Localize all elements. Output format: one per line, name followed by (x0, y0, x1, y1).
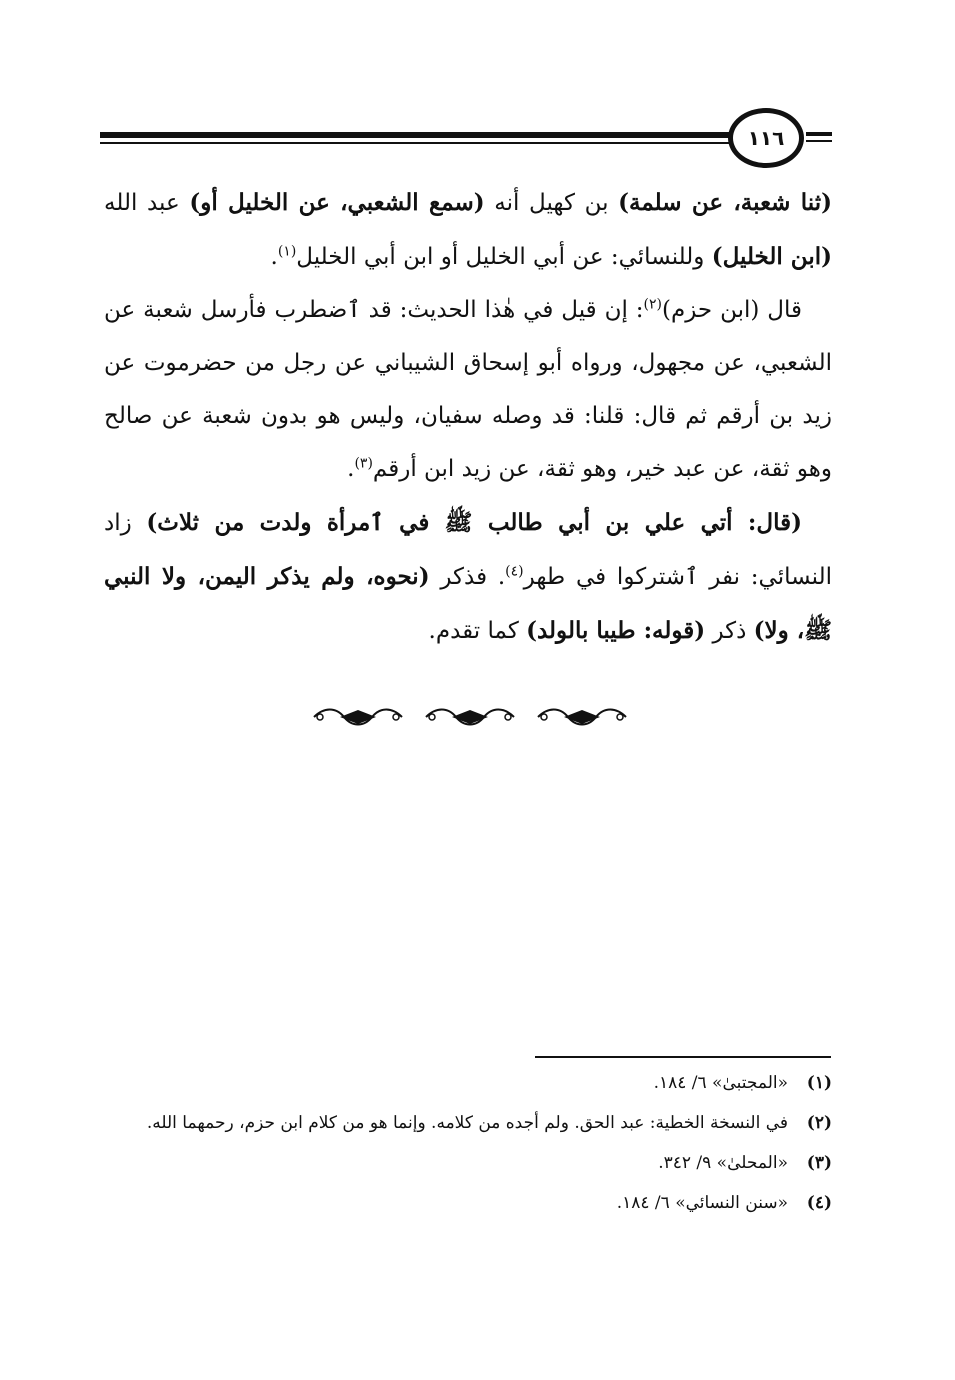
commentary-text: عبد الله (104, 190, 190, 216)
commentary-text: قال (ابن حزم) (662, 297, 803, 323)
page-number: ١١٦ (728, 108, 804, 168)
paragraph-2 (104, 284, 832, 496)
footnote-ref-4[interactable]: (٤) (505, 563, 524, 580)
footnote-number: (٤) (806, 1193, 832, 1213)
footnote-ref-3[interactable]: (٣) (354, 455, 373, 472)
footnote-text: «المحلىٰ» ٩/ ٣٤٢. (658, 1153, 788, 1173)
header-rule-thin (100, 142, 730, 144)
ornament-icon (310, 704, 406, 730)
paragraph-1 (104, 176, 832, 284)
commentary-text: وللنسائي: عن أبي الخليل أو ابن أبي الخليل (296, 244, 712, 270)
footnote-number: (٢) (806, 1113, 832, 1133)
header-rule-right-thin (806, 140, 832, 142)
commentary-text: زاد النسائي: نفر ٱشتركوا في طهر (104, 510, 832, 590)
header-rule-right (806, 132, 832, 136)
paragraph-3 (104, 496, 832, 658)
footnotes (104, 1068, 832, 1228)
ornament-icon (534, 704, 630, 730)
commentary-text: : إن قيل في هٰذا الحديث: قد ٱضطرب فأرسل شعبة عن الشعبي، عن مجهول، ورواه أبو إسحاق الشيباني عن رجل من حضرموت عن زيد بن أرقم ثم قال: قلنا: قد وصله سفيان، وليس هو بدون شعبة عن صالح وهو ثقة، عن عبد خير، وهو ثقة، عن زيد ابن أرقم (104, 297, 832, 482)
footnote-item (104, 1108, 832, 1138)
quoted-text: (ابن الخليل) (711, 243, 832, 270)
footnote-ref-1[interactable]: (١) (277, 243, 297, 260)
header-rule (100, 132, 730, 138)
ornament-icon (422, 704, 518, 730)
commentary-text: كما تقدم. (428, 618, 527, 644)
quoted-text: (سمع الشعبي، عن الخليل أو) (189, 189, 485, 216)
footnote-item (104, 1148, 832, 1178)
footnote-text: «المجتبىٰ» ٦/ ١٨٤. (653, 1073, 788, 1093)
footnote-number: (٣) (806, 1153, 832, 1173)
quoted-text: (نحوه، ولم يذكر اليمن، ولا النبي ﷺ، ولا) (104, 563, 832, 644)
quoted-text: (قوله: طيبا بالولد) (526, 617, 706, 644)
footnote-number: (١) (806, 1073, 832, 1093)
footnote-item (104, 1068, 832, 1098)
commentary-text: ذكر (705, 618, 754, 644)
commentary-text: . فذكر (429, 564, 506, 590)
quoted-text: (قال: أتي علي بن أبي طالب ﷺ في ٱمرأة ولدت من ثلاث) (146, 509, 802, 536)
footnote-ref-2[interactable]: (٢) (643, 296, 663, 313)
commentary-text: بن كهيل أنه (484, 190, 619, 216)
section-divider-ornament (310, 704, 630, 730)
footnote-text: «سنن النسائي» ٦/ ١٨٤. (616, 1193, 788, 1213)
footnote-separator (535, 1056, 831, 1058)
main-text (104, 176, 832, 658)
footnote-item (104, 1188, 832, 1218)
quoted-text: (ثنا شعبة، عن سلمة) (618, 189, 832, 216)
footnote-text: في النسخة الخطية: عبد الحق. ولم أجده من كلامه. وإنما هو من كلام ابن حزم، رحمهما الله. (146, 1113, 788, 1133)
page-header (100, 108, 835, 164)
punctuation: . (347, 456, 355, 482)
punctuation: . (270, 244, 278, 270)
